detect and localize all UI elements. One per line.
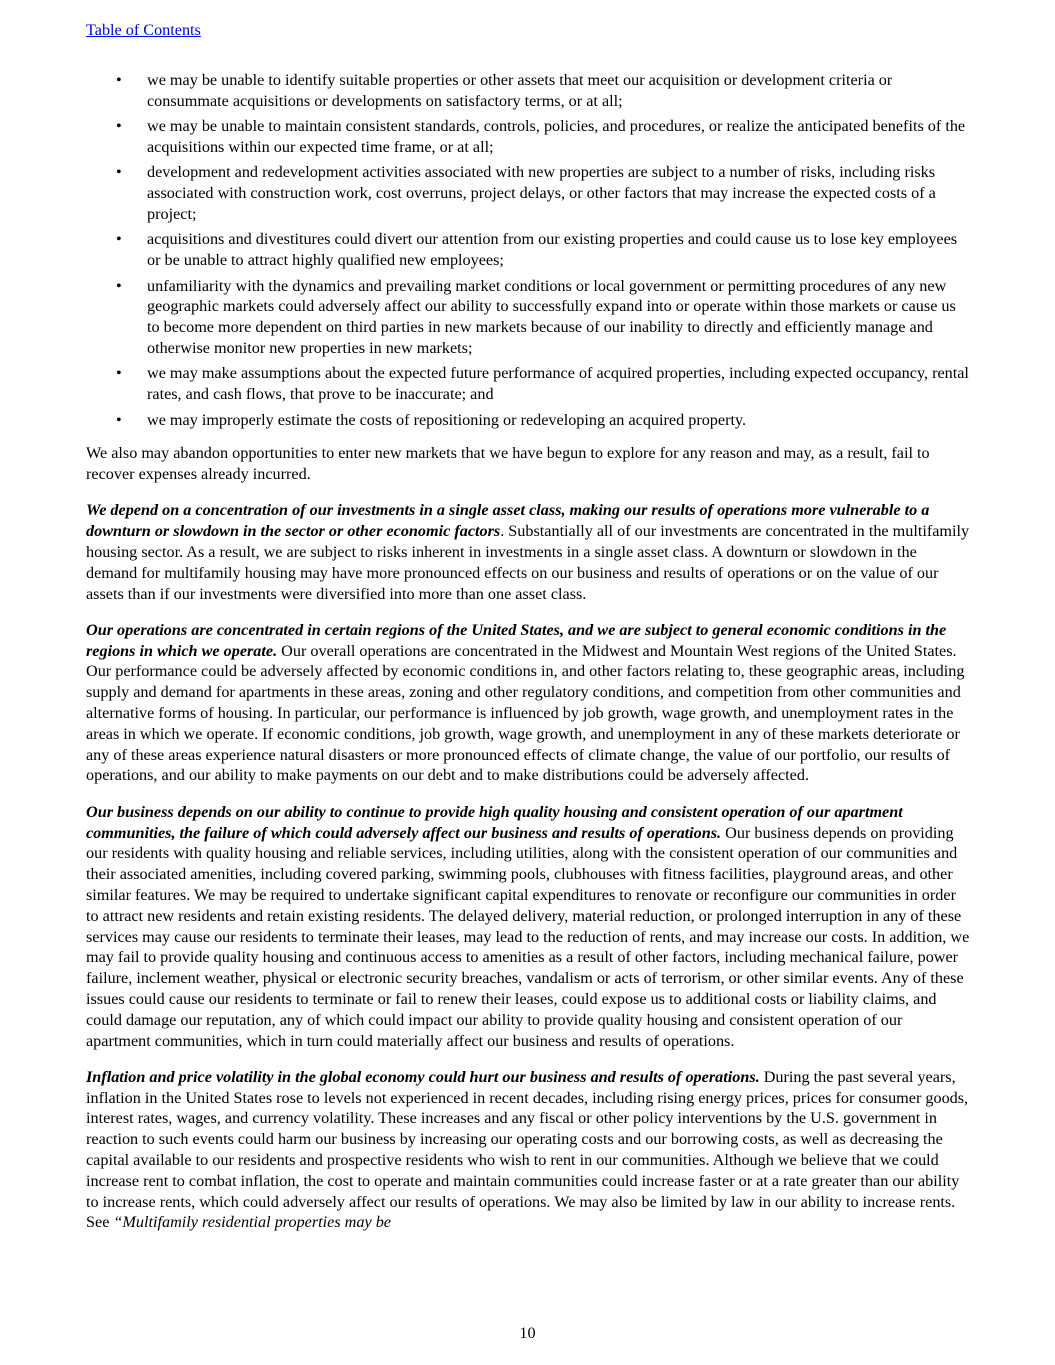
bullet-icon: •: [116, 410, 122, 429]
list-item: [86, 162, 970, 224]
risk-heading: Our business depends on our ability to continue to provide high quality housing and consistent operation of our apartment communities, the failure of which could adversely affect our business and results of operations.: [86, 802, 903, 842]
list-item-text: unfamiliarity with the dynamics and prevailing market conditions or local government or permitting procedures of any new geographic markets could adversely affect our ability to successfully expand into or operate within those markets or cause us to become more dependent on third parties in new markets because of our inability to directly and efficiently manage and otherwise monitor new properties in new markets;: [147, 276, 956, 357]
list-item-text: acquisitions and divestitures could divert our attention from our existing properties and could cause us to lose key employees or be unable to attract highly qualified new employees;: [147, 230, 958, 270]
paragraph-abandon-opportunities: [86, 443, 970, 485]
page-number: 10: [519, 1324, 536, 1342]
bullet-icon: •: [116, 163, 122, 182]
paragraph-body: . Substantially all of our investments are concentrated in the multifamily housing sector. As a result, we are subject to risks inherent in investments in a single asset class. A downturn or slowdown in the demand for multifamily housing may have more pronounced effects on our business and results of operations or on the value of our assets than if our investments were diversified into more than one asset class.: [86, 522, 970, 603]
list-item-text: we may be unable to maintain consistent standards, controls, policies, and procedures, or realize the anticipated benefits of the acquisitions within our expected time frame, or at all;: [147, 117, 966, 156]
list-item-text: we may improperly estimate the costs of repositioning or redeveloping an acquired property.: [147, 410, 747, 429]
paragraph-housing-quality: [86, 802, 970, 1052]
bullet-icon: •: [116, 117, 122, 136]
risk-bullet-list: [86, 70, 970, 430]
bullet-icon: •: [116, 230, 122, 249]
list-item: [86, 363, 970, 405]
bullet-icon: •: [116, 276, 122, 295]
paragraph-regional-concentration: [86, 620, 970, 786]
list-item: [86, 116, 970, 158]
risk-heading: Our operations are concentrated in certain regions of the United States, and we are subject to general economic conditions in the regions in which we operate.: [86, 620, 947, 660]
paragraph-asset-concentration: [86, 500, 970, 604]
paragraph-body: During the past several years, inflation in the United States rose to levels not experienced in recent decades, including rising energy prices, prices for consumer goods, interest rates, wages, and currency volatility. These increases and any fiscal or other policy interventions by the U.S. government in reaction to such events could harm our business by increasing our operating costs and our borrowing costs, as well as decreasing the capital available to our residents and prospective residents who wish to rent in our communities. Although we believe that we could increase rent to combat inflation, the cost to operate and maintain communities could increase faster or at a rate greater than our ability to increase rents, which could adversely affect our results of operations. We may also be limited by law in our ability to increase rents. See: [86, 1067, 969, 1232]
paragraph-body: We also may abandon opportunities to enter new markets that we have begun to explore for any reason and may, as a result, fail to recover expenses already incurred.: [86, 444, 930, 484]
risk-heading: Inflation and price volatility in the global economy could hurt our business and results of operations.: [86, 1067, 760, 1086]
bullet-icon: •: [116, 71, 122, 89]
page-body: [86, 70, 970, 1249]
list-item: [86, 276, 970, 359]
list-item-text: we may be unable to identify suitable properties or other assets that meet our acquisition or development criteria or consummate acquisitions or developments on satisfactory terms, or at all;: [147, 71, 893, 110]
paragraph-body: Our overall operations are concentrated in the Midwest and Mountain West regions of the United States. Our performance could be adversely affected by economic conditions in, and other factors relating to, these geographic areas, including supply and demand for apartments in these areas, zoning and other regulatory conditions, and competition from other communities and alternative forms of housing. In particular, our performance is influenced by job growth, wage growth, and unemployment rates in the areas in which we operate. If economic conditions, job growth, wage growth, and unemployment in any of these markets deteriorate or any of these areas experience natural disasters or more pronounced effects of climate change, the value of our portfolio, our results of operations, and our ability to make payments on our debt and to make distributions could be adversely affected.: [86, 641, 965, 785]
risk-heading: We depend on a concentration of our investments in a single asset class, making our results of operations more vulnerable to a downturn or slowdown in the sector or other economic factors: [86, 501, 930, 541]
paragraph-inflation: [86, 1067, 970, 1233]
list-item-text: we may make assumptions about the expected future performance of acquired properties, including expected occupancy, rental rates, and cash flows, that prove to be inaccurate; and: [147, 364, 969, 404]
bullet-icon: •: [116, 364, 122, 383]
cross-reference-italic: “Multifamily residential properties may be: [113, 1213, 391, 1232]
list-item-text: development and redevelopment activities associated with new properties are subject to a number of risks, including risks associated with construction work, cost overruns, project delays, or other factors that may increase the expected costs of a project;: [147, 163, 936, 223]
list-item: [86, 70, 970, 112]
table-of-contents-link[interactable]: Table of Contents: [86, 21, 201, 39]
paragraph-body: Our business depends on providing our residents with quality housing and reliable services, including utilities, along with the consistent operation of our communities and their associated amenities, including covered parking, swimming pools, clubhouses with fitness facilities, playground areas, and other similar features. We may be required to undertake significant capital expenditures to renovate or reconfigure our communities in order to attract new residents and retain existing residents. The delayed delivery, material reduction, or prolonged interruption in any of these services may cause our residents to terminate their leases, may lead to the reduction of rents, and may increase our costs. In addition, we may fail to provide quality housing and continuous access to amenities as a result of other factors, including mechanical failure, power failure, inclement weather, physical or electronic security breaches, vandalism or acts of terrorism, or other similar events. Any of these issues could cause our residents to terminate or fail to renew their leases, could expose us to additional costs or liability claims, and could damage our reputation, any of which could impact our ability to provide quality housing and consistent operation of our apartment communities, which in turn could materially affect our business and results of operations.: [86, 823, 970, 1050]
list-item: [86, 229, 970, 271]
list-item: [86, 410, 970, 431]
